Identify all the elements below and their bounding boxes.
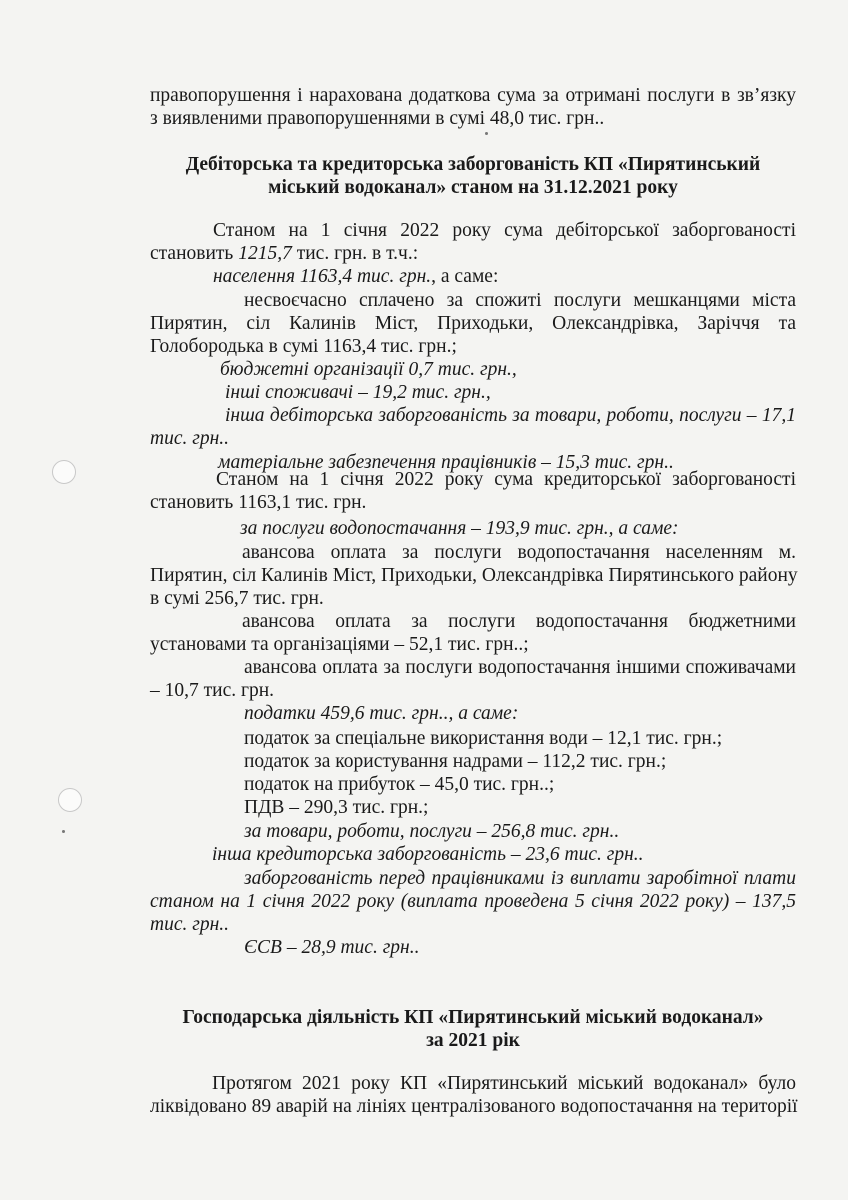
list-item: заборгованість перед працівниками із виплати заробітної плати [244, 868, 796, 889]
scan-speck [62, 830, 65, 833]
list-item: інша кредиторська заборгованість – 23,6 тис. грн.. [212, 844, 644, 865]
paragraph-line: Пирятин, сіл Калинів Міст, Приходьки, Олександрівка Пирятинського району [150, 565, 798, 586]
list-item: матеріальне забезпечення працівників – 15,3 тис. грн.. [218, 452, 674, 473]
text: , а саме: [431, 266, 499, 287]
punch-hole-bottom [58, 788, 82, 812]
punch-hole-top [52, 460, 76, 484]
list-item: інші споживачі – 19,2 тис. грн., [225, 382, 491, 403]
list-item: за послуги водопостачання – 193,9 тис. грн., а саме: [240, 518, 679, 539]
list-item: податки 459,6 тис. грн.., а саме: [244, 703, 519, 724]
list-item: податок на прибуток – 45,0 тис. грн..; [244, 774, 555, 795]
list-item: ЄСВ – 28,9 тис. грн.. [244, 937, 420, 958]
scan-speck [485, 132, 488, 135]
paragraph-line: авансова оплата за послуги водопостачання іншими споживачами [244, 657, 796, 678]
text: населення 1163,4 тис. грн. [213, 266, 432, 287]
amount: 1215,7 [238, 243, 292, 264]
list-item: податок за користування надрами – 112,2 тис. грн.; [244, 751, 667, 772]
list-item: за товари, роботи, послуги – 256,8 тис. грн.. [244, 821, 620, 842]
list-item: бюджетні організації 0,7 тис. грн., [220, 359, 517, 380]
paragraph-line: Пирятин, сіл Калинів Міст, Приходьки, Олександрівка, Заріччя та [150, 313, 796, 334]
section-heading: Господарська діяльність КП «Пирятинський міський водоканал» [182, 1007, 764, 1028]
paragraph-line: ліквідовано 89 аварій на лініях централізованого водопостачання на території [150, 1096, 798, 1117]
paragraph-line: Станом на 1 січня 2022 року сума кредиторської заборгованості [216, 469, 796, 490]
text: становить [150, 243, 239, 264]
paragraph-line: – 10,7 тис. грн. [150, 680, 275, 701]
paragraph-line [150, 242, 418, 266]
paragraph-line: Голобородька в сумі 1163,4 тис. грн.; [150, 336, 457, 357]
paragraph-line: правопорушення і нарахована додаткова сума за отримані послуги в зв’язку [150, 85, 796, 106]
paragraph-line: авансова оплата за послуги водопостачання населенням м. [242, 542, 796, 563]
text: тис. грн. в т.ч.: [291, 243, 419, 264]
section-heading: Дебіторська та кредиторська заборгованість КП «Пирятинський [185, 154, 761, 175]
list-item: станом на 1 січня 2022 року (виплата проведена 5 січня 2022 року) – 137,5 [150, 891, 796, 912]
list-item [213, 265, 498, 289]
paragraph-line: установами та організаціями – 52,1 тис. грн..; [150, 634, 529, 655]
section-heading: міський водоканал» станом на 31.12.2021 року [268, 177, 678, 198]
list-item: тис. грн.. [150, 914, 230, 935]
list-item: ПДВ – 290,3 тис. грн.; [244, 797, 429, 818]
section-heading: за 2021 рік [426, 1030, 520, 1051]
paragraph-line: в сумі 256,7 тис. грн. [150, 588, 324, 609]
paragraph-line: Станом на 1 січня 2022 року сума дебіторської заборгованості [213, 220, 796, 241]
paragraph-line: Протягом 2021 року КП «Пирятинський міський водоканал» було [212, 1073, 796, 1094]
paragraph-line: з виявленими правопорушеннями в сумі 48,0 тис. грн.. [150, 108, 605, 129]
list-item: податок за спеціальне використання води – 12,1 тис. грн.; [244, 728, 723, 749]
paragraph-line: несвоєчасно сплачено за спожиті послуги мешканцями міста [244, 290, 796, 311]
paragraph-line: становить 1163,1 тис. грн. [150, 492, 367, 513]
paragraph-line: авансова оплата за послуги водопостачання бюджетними [242, 611, 796, 632]
list-item: інша дебіторська заборгованість за товари, роботи, послуги – 17,1 [225, 405, 796, 426]
list-item: тис. грн.. [150, 428, 230, 449]
